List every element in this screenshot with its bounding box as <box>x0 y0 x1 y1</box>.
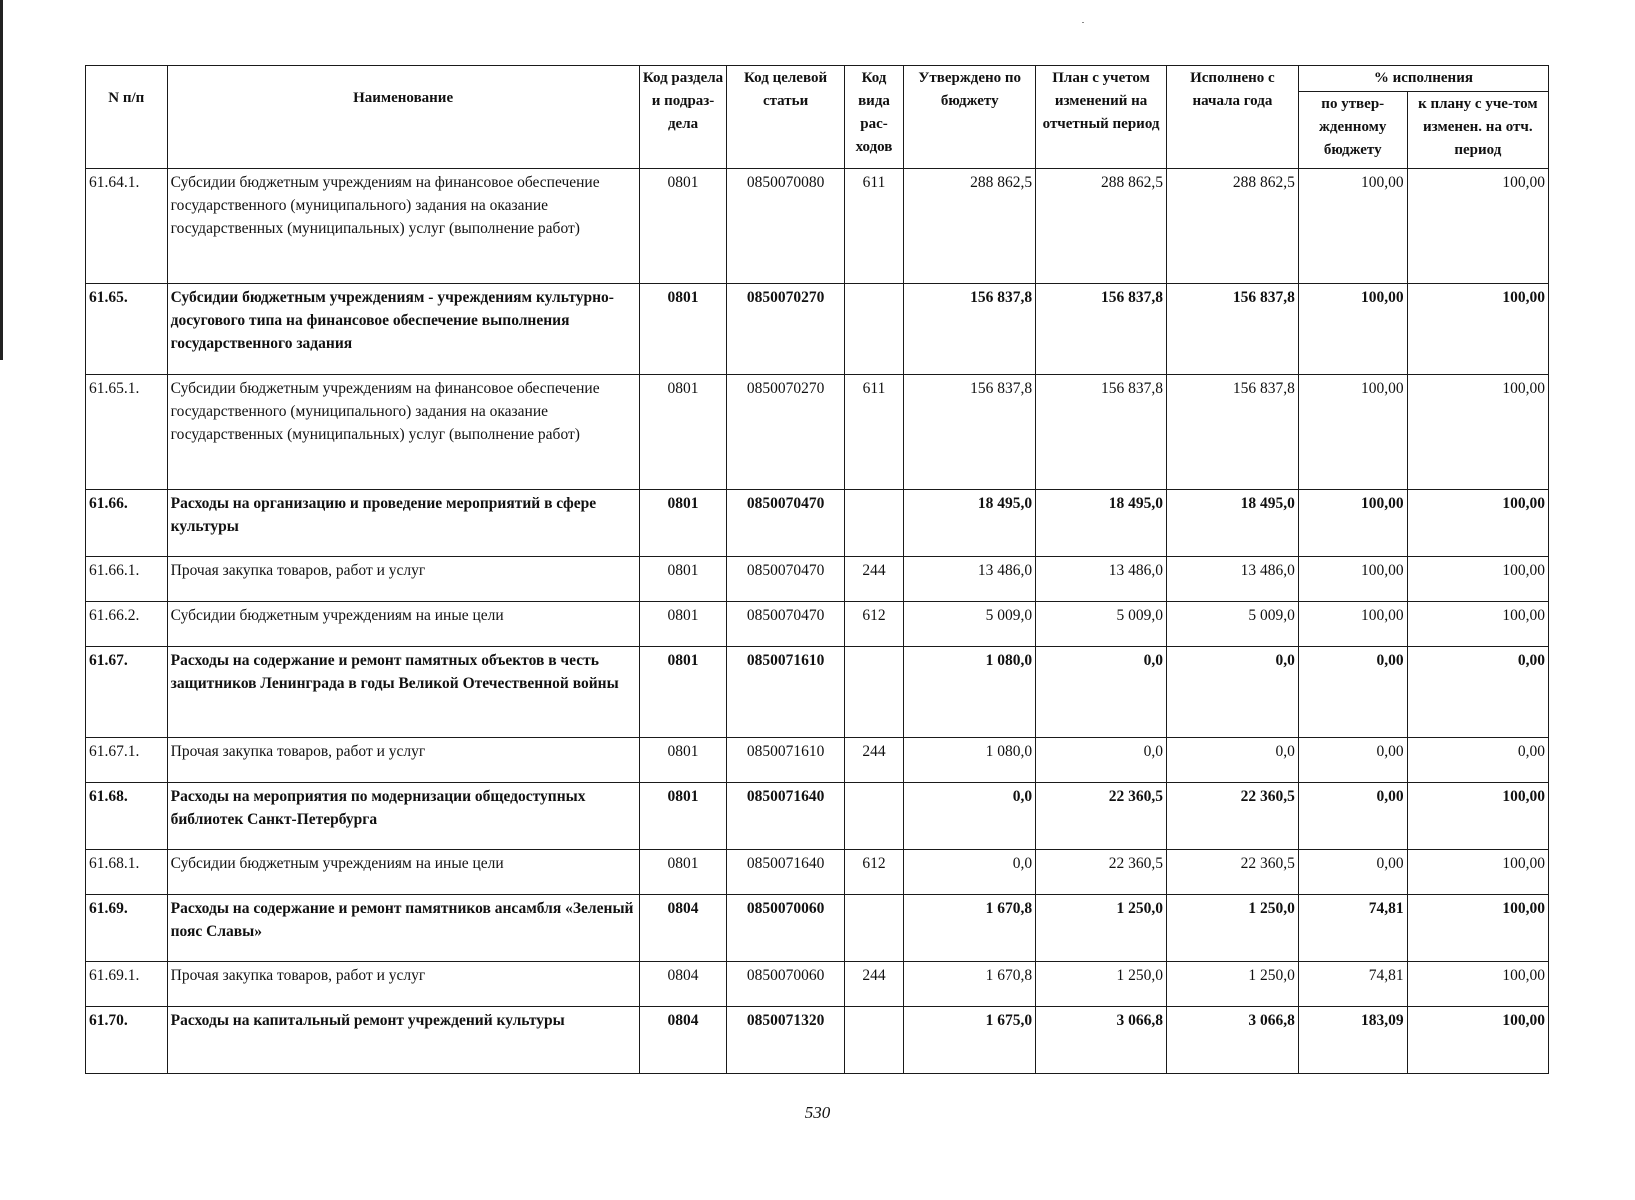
row-pct-budget: 74,81 <box>1298 962 1407 1007</box>
header-row <box>86 66 1549 92</box>
row-target-code: 0850071640 <box>727 850 844 895</box>
table-row <box>86 850 1549 895</box>
header-pct-budget: по утвер-жденному бюджету <box>1298 92 1407 169</box>
row-pct-plan: 100,00 <box>1407 169 1548 284</box>
row-expense-code: 612 <box>844 602 904 647</box>
row-name: Субсидии бюджетным учреждениям на финансовое обеспечение государственного (муниципального) задания на оказание государственных (муниципальных) услуг (выполнение работ) <box>167 375 639 490</box>
row-executed: 156 837,8 <box>1166 284 1298 375</box>
row-section-code: 0801 <box>639 602 727 647</box>
header-pct-plan: к плану с уче-том изменен. на отч. период <box>1407 92 1548 169</box>
page-number: 530 <box>804 1103 831 1122</box>
header-target-code: Код целевой статьи <box>727 66 844 169</box>
row-num: 61.64.1. <box>86 169 168 284</box>
row-target-code: 0850070060 <box>727 962 844 1007</box>
row-name: Субсидии бюджетным учреждениям на иные цели <box>167 602 639 647</box>
row-target-code: 0850070270 <box>727 375 844 490</box>
row-plan: 13 486,0 <box>1036 557 1167 602</box>
row-pct-plan: 100,00 <box>1407 602 1548 647</box>
table-row <box>86 738 1549 783</box>
row-expense-code: 244 <box>844 962 904 1007</box>
row-target-code: 0850070060 <box>727 895 844 962</box>
row-approved: 0,0 <box>904 850 1036 895</box>
row-expense-code <box>844 1007 904 1074</box>
row-executed: 1 250,0 <box>1166 895 1298 962</box>
row-pct-plan: 0,00 <box>1407 647 1548 738</box>
row-approved: 288 862,5 <box>904 169 1036 284</box>
row-pct-plan: 100,00 <box>1407 962 1548 1007</box>
row-num: 61.65.1. <box>86 375 168 490</box>
row-pct-budget: 100,00 <box>1298 375 1407 490</box>
row-name: Субсидии бюджетным учреждениям на иные цели <box>167 850 639 895</box>
row-approved: 1 670,8 <box>904 962 1036 1007</box>
row-pct-budget: 100,00 <box>1298 602 1407 647</box>
row-approved: 1 080,0 <box>904 647 1036 738</box>
row-section-code: 0804 <box>639 1007 727 1074</box>
row-name: Прочая закупка товаров, работ и услуг <box>167 738 639 783</box>
row-plan: 3 066,8 <box>1036 1007 1167 1074</box>
header-name: Наименование <box>167 66 639 169</box>
row-approved: 1 670,8 <box>904 895 1036 962</box>
row-section-code: 0801 <box>639 738 727 783</box>
row-plan: 156 837,8 <box>1036 284 1167 375</box>
row-target-code: 0850071640 <box>727 783 844 850</box>
row-name: Расходы на содержание и ремонт памятных объектов в честь защитников Ленинграда в годы Великой Отечественной войны <box>167 647 639 738</box>
row-executed: 288 862,5 <box>1166 169 1298 284</box>
row-section-code: 0804 <box>639 895 727 962</box>
row-executed: 0,0 <box>1166 647 1298 738</box>
row-num: 61.65. <box>86 284 168 375</box>
row-plan: 156 837,8 <box>1036 375 1167 490</box>
row-executed: 5 009,0 <box>1166 602 1298 647</box>
row-pct-budget: 74,81 <box>1298 895 1407 962</box>
table-row <box>86 375 1549 490</box>
row-plan: 1 250,0 <box>1036 895 1167 962</box>
row-num: 61.66. <box>86 490 168 557</box>
table-row <box>86 895 1549 962</box>
row-target-code: 0850071610 <box>727 647 844 738</box>
row-expense-code: 244 <box>844 738 904 783</box>
row-pct-plan: 100,00 <box>1407 1007 1548 1074</box>
row-plan: 22 360,5 <box>1036 850 1167 895</box>
row-pct-plan: 0,00 <box>1407 738 1548 783</box>
row-section-code: 0801 <box>639 647 727 738</box>
row-expense-code <box>844 647 904 738</box>
row-pct-plan: 100,00 <box>1407 850 1548 895</box>
row-approved: 5 009,0 <box>904 602 1036 647</box>
row-plan: 288 862,5 <box>1036 169 1167 284</box>
row-pct-plan: 100,00 <box>1407 783 1548 850</box>
row-executed: 3 066,8 <box>1166 1007 1298 1074</box>
row-num: 61.67.1. <box>86 738 168 783</box>
row-num: 61.67. <box>86 647 168 738</box>
row-target-code: 0850071320 <box>727 1007 844 1074</box>
row-target-code: 0850071610 <box>727 738 844 783</box>
row-section-code: 0801 <box>639 557 727 602</box>
row-expense-code: 611 <box>844 169 904 284</box>
row-approved: 1 080,0 <box>904 738 1036 783</box>
table-row <box>86 557 1549 602</box>
row-pct-budget: 0,00 <box>1298 783 1407 850</box>
header-section-code: Код раздела и подраз-дела <box>639 66 727 169</box>
scan-left-edge <box>0 0 3 360</box>
row-name: Расходы на капитальный ремонт учреждений культуры <box>167 1007 639 1074</box>
row-section-code: 0801 <box>639 490 727 557</box>
row-name: Прочая закупка товаров, работ и услуг <box>167 557 639 602</box>
row-name: Субсидии бюджетным учреждениям на финансовое обеспечение государственного (муниципального) задания на оказание государственных (муниципальных) услуг (выполнение работ) <box>167 169 639 284</box>
row-approved: 156 837,8 <box>904 375 1036 490</box>
row-pct-budget: 0,00 <box>1298 850 1407 895</box>
row-section-code: 0801 <box>639 783 727 850</box>
row-section-code: 0801 <box>639 375 727 490</box>
table-row <box>86 783 1549 850</box>
row-pct-budget: 100,00 <box>1298 557 1407 602</box>
row-expense-code: 611 <box>844 375 904 490</box>
row-pct-budget: 0,00 <box>1298 738 1407 783</box>
row-name: Расходы на мероприятия по модернизации общедоступных библиотек Санкт-Петербурга <box>167 783 639 850</box>
row-expense-code <box>844 490 904 557</box>
row-num: 61.69.1. <box>86 962 168 1007</box>
row-executed: 1 250,0 <box>1166 962 1298 1007</box>
row-approved: 13 486,0 <box>904 557 1036 602</box>
table-row <box>86 490 1549 557</box>
row-num: 61.68. <box>86 783 168 850</box>
row-name: Прочая закупка товаров, работ и услуг <box>167 962 639 1007</box>
row-pct-plan: 100,00 <box>1407 895 1548 962</box>
row-plan: 5 009,0 <box>1036 602 1167 647</box>
row-num: 61.66.2. <box>86 602 168 647</box>
table-row <box>86 1007 1549 1074</box>
row-executed: 156 837,8 <box>1166 375 1298 490</box>
header-approved: Утверждено по бюджету <box>904 66 1036 169</box>
row-target-code: 0850070470 <box>727 490 844 557</box>
row-target-code: 0850070080 <box>727 169 844 284</box>
row-plan: 22 360,5 <box>1036 783 1167 850</box>
row-section-code: 0804 <box>639 962 727 1007</box>
row-executed: 13 486,0 <box>1166 557 1298 602</box>
row-expense-code: 244 <box>844 557 904 602</box>
row-section-code: 0801 <box>639 850 727 895</box>
row-pct-plan: 100,00 <box>1407 284 1548 375</box>
table-body <box>86 169 1549 1074</box>
budget-table <box>85 65 1549 1074</box>
row-approved: 1 675,0 <box>904 1007 1036 1074</box>
row-pct-plan: 100,00 <box>1407 375 1548 490</box>
row-pct-plan: 100,00 <box>1407 490 1548 557</box>
row-target-code: 0850070470 <box>727 602 844 647</box>
row-approved: 18 495,0 <box>904 490 1036 557</box>
row-approved: 0,0 <box>904 783 1036 850</box>
row-executed: 0,0 <box>1166 738 1298 783</box>
header-plan: План с учетом изменений на отчетный период <box>1036 66 1167 169</box>
row-plan: 18 495,0 <box>1036 490 1167 557</box>
table-row <box>86 962 1549 1007</box>
row-num: 61.70. <box>86 1007 168 1074</box>
row-expense-code: 612 <box>844 850 904 895</box>
row-target-code: 0850070270 <box>727 284 844 375</box>
row-approved: 156 837,8 <box>904 284 1036 375</box>
row-num: 61.69. <box>86 895 168 962</box>
row-plan: 1 250,0 <box>1036 962 1167 1007</box>
row-num: 61.66.1. <box>86 557 168 602</box>
row-num: 61.68.1. <box>86 850 168 895</box>
row-section-code: 0801 <box>639 169 727 284</box>
row-name: Расходы на организацию и проведение мероприятий в сфере культуры <box>167 490 639 557</box>
row-plan: 0,0 <box>1036 647 1167 738</box>
row-expense-code <box>844 284 904 375</box>
row-executed: 22 360,5 <box>1166 850 1298 895</box>
row-expense-code <box>844 783 904 850</box>
table-row <box>86 284 1549 375</box>
row-name: Расходы на содержание и ремонт памятников ансамбля «Зеленый пояс Славы» <box>167 895 639 962</box>
row-pct-budget: 100,00 <box>1298 490 1407 557</box>
row-pct-budget: 183,09 <box>1298 1007 1407 1074</box>
header-expense-code: Код вида рас-ходов <box>844 66 904 169</box>
table-row <box>86 647 1549 738</box>
row-expense-code <box>844 895 904 962</box>
header-num: N п/п <box>86 66 168 169</box>
header-pct-group: % исполнения <box>1298 66 1548 92</box>
row-pct-budget: 0,00 <box>1298 647 1407 738</box>
scan-mark <box>1082 22 1084 23</box>
row-executed: 22 360,5 <box>1166 783 1298 850</box>
table-row <box>86 602 1549 647</box>
row-name: Субсидии бюджетным учреждениям - учреждениям культурно-досугового типа на финансовое обеспечение выполнения государственного задания <box>167 284 639 375</box>
row-section-code: 0801 <box>639 284 727 375</box>
row-executed: 18 495,0 <box>1166 490 1298 557</box>
row-pct-budget: 100,00 <box>1298 169 1407 284</box>
row-pct-plan: 100,00 <box>1407 557 1548 602</box>
row-target-code: 0850070470 <box>727 557 844 602</box>
table-row <box>86 169 1549 284</box>
row-plan: 0,0 <box>1036 738 1167 783</box>
header-executed: Исполнено с начала года <box>1166 66 1298 169</box>
row-pct-budget: 100,00 <box>1298 284 1407 375</box>
